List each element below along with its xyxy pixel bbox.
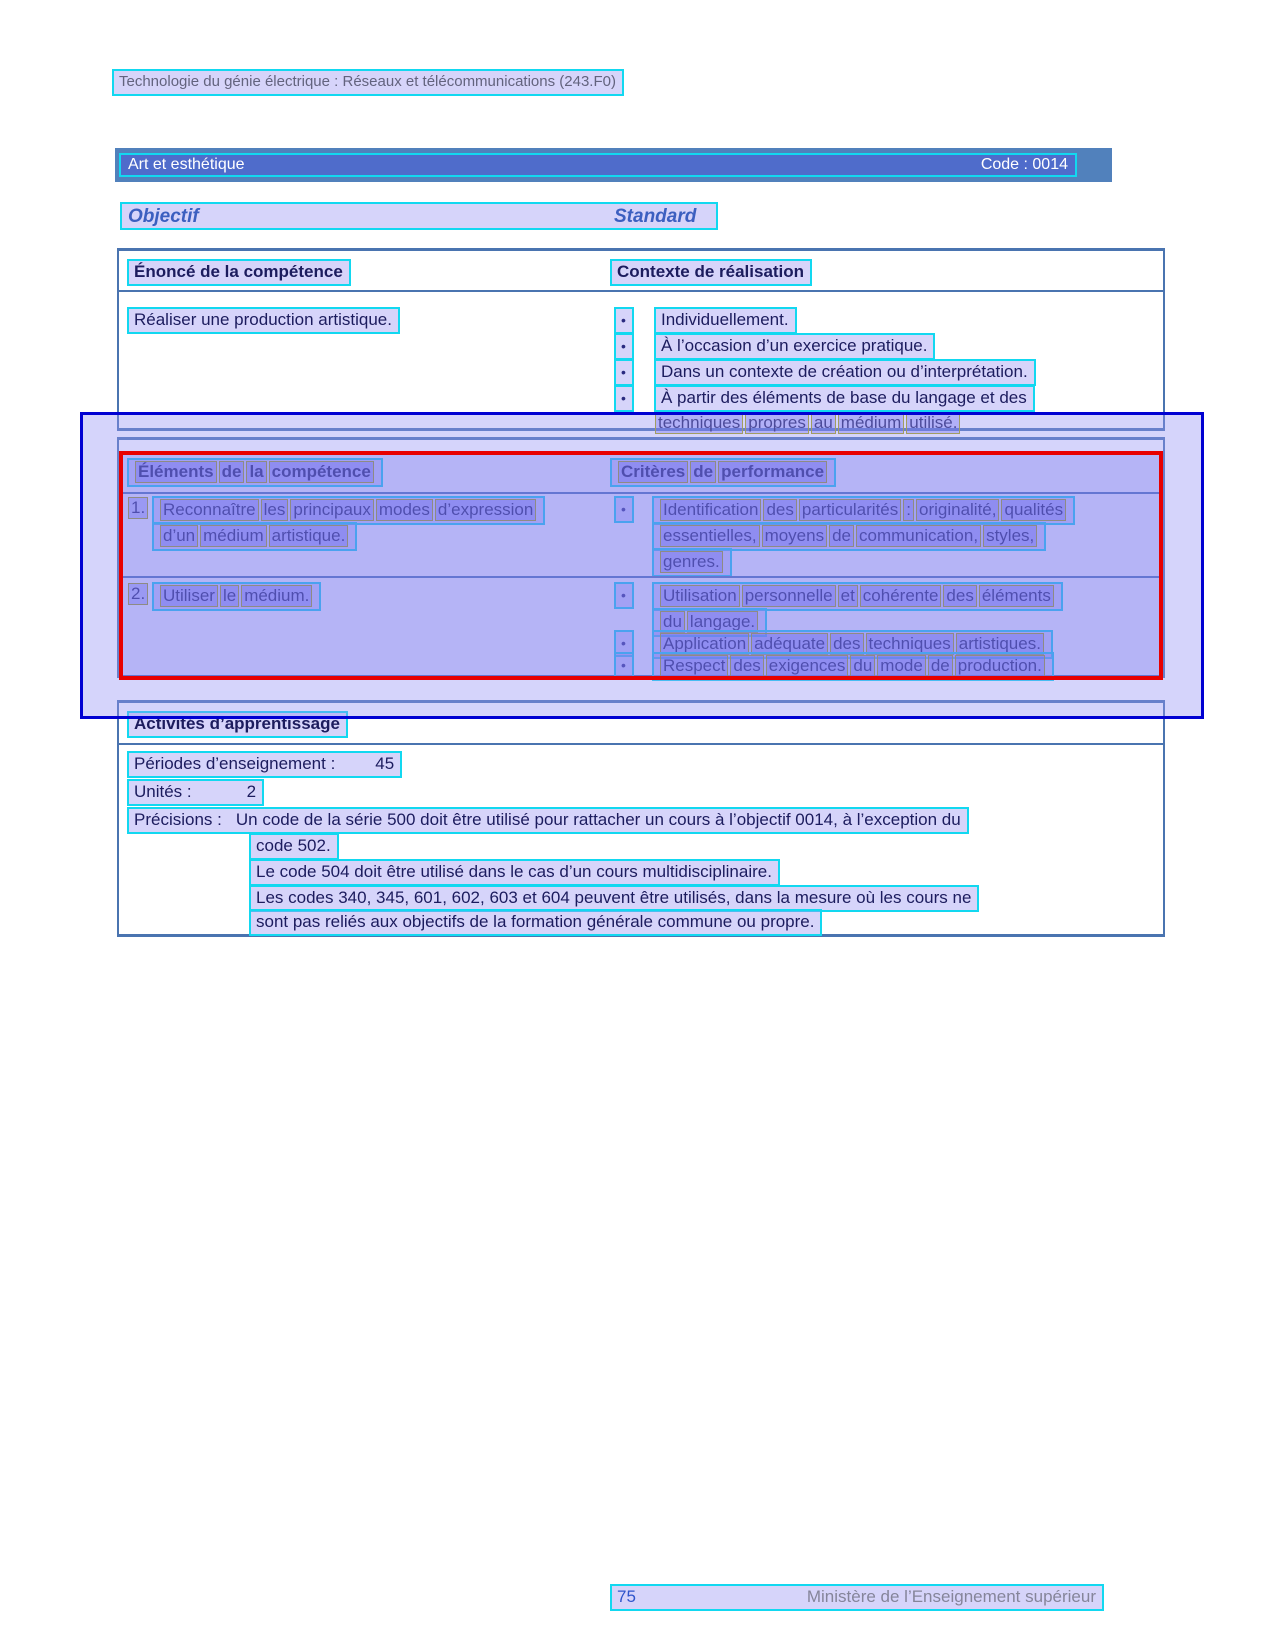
bullet-icon: • xyxy=(614,652,634,679)
row-divider xyxy=(119,492,1163,494)
footer-highlight xyxy=(610,1584,1104,1611)
bullet-icon: • xyxy=(614,582,634,609)
precisions-text: Un code de la série 500 doit être utilisé pour rattacher un cours à l’objectif 0014, à l’exception du xyxy=(235,810,961,829)
precisions-label: Précisions : xyxy=(134,810,222,829)
bullet-icon: • xyxy=(614,307,634,334)
col-header-criteres: Critères de performance xyxy=(610,458,836,487)
col-header-contexte: Contexte de réalisation xyxy=(610,259,812,286)
row1-number: 1. xyxy=(127,496,149,520)
title-bar-highlight xyxy=(119,153,1077,177)
heading-standard: Standard xyxy=(614,206,697,227)
unites-value: 2 xyxy=(246,782,257,801)
row1-criteria-line: genres. xyxy=(652,548,732,577)
bullet-icon: • xyxy=(614,333,634,360)
table-enonce xyxy=(117,248,1165,431)
row2-number: 2. xyxy=(127,582,149,606)
page-number: 75 xyxy=(617,1587,636,1606)
page-header-text: Technologie du génie électrique : Réseaux et télécommunications (243.F0) xyxy=(112,69,624,96)
page-header xyxy=(112,69,624,96)
page-footer xyxy=(610,1584,1104,1611)
row2-criteria-line: du langage. xyxy=(652,608,767,637)
row2-criteria-line: Respect des exigences du mode de production. xyxy=(652,652,1054,681)
bullet-icon: • xyxy=(614,630,634,657)
table-elements xyxy=(117,437,1165,678)
row1-element-line: Reconnaître les principaux modes d’expression xyxy=(152,496,545,525)
row-divider xyxy=(119,290,1163,292)
document-title: Art et esthétique xyxy=(128,156,245,173)
periodes-line xyxy=(127,751,402,778)
bullet-icon: • xyxy=(614,385,634,412)
row-divider xyxy=(119,743,1163,745)
precisions-line: code 502. xyxy=(249,833,339,860)
bullet-icon: • xyxy=(614,496,634,523)
row2-element-line: Utiliser le médium. xyxy=(152,582,321,611)
contexte-item-wrap: techniques propres au médium utilisé. xyxy=(654,411,961,435)
contexte-item: Dans un contexte de création ou d’interprétation. xyxy=(654,359,1036,386)
activites-header: Activités d’apprentissage xyxy=(127,711,348,738)
document-code: Code : 0014 xyxy=(980,156,1068,173)
section-heading xyxy=(120,202,718,230)
precisions-line: Les codes 340, 345, 601, 602, 603 et 604 peuvent être utilisés, dans la mesure où les cours ne xyxy=(249,885,979,912)
contexte-item: Individuellement. xyxy=(654,307,797,334)
periodes-label: Périodes d’enseignement : xyxy=(134,754,336,773)
row2-criteria-line: Application adéquate des techniques artistiques. xyxy=(652,630,1053,659)
unites-label: Unités : xyxy=(134,782,192,801)
row1-criteria-line: Identification des particularités : originalité, qualités xyxy=(652,496,1075,525)
heading-objectif: Objectif xyxy=(128,206,199,227)
unites-line xyxy=(127,779,264,806)
col-header-enonce: Énoncé de la compétence xyxy=(127,259,351,286)
table-activites xyxy=(117,700,1165,937)
bullet-icon: • xyxy=(614,359,634,386)
precisions-line xyxy=(127,807,969,834)
col-header-elements: Éléments de la compétence xyxy=(127,458,383,487)
title-bar xyxy=(115,148,1112,182)
contexte-item: À l’occasion d’un exercice pratique. xyxy=(654,333,935,360)
row1-criteria-line: essentielles, moyens de communication, styles, xyxy=(652,522,1046,551)
row-divider xyxy=(119,576,1163,578)
contexte-item: À partir des éléments de base du langage et des xyxy=(654,385,1035,412)
row1-element-line: d’un médium artistique. xyxy=(152,522,357,551)
row2-criteria-line: Utilisation personnelle et cohérente des éléments xyxy=(652,582,1063,611)
ministry-text: Ministère de l’Enseignement supérieur xyxy=(806,1587,1096,1606)
competence-statement: Réaliser une production artistique. xyxy=(127,307,400,334)
precisions-line: sont pas reliés aux objectifs de la formation générale commune ou propre. xyxy=(249,909,822,936)
precisions-line: Le code 504 doit être utilisé dans le cas d’un cours multidisciplinaire. xyxy=(249,859,780,886)
periodes-value: 45 xyxy=(375,754,395,773)
